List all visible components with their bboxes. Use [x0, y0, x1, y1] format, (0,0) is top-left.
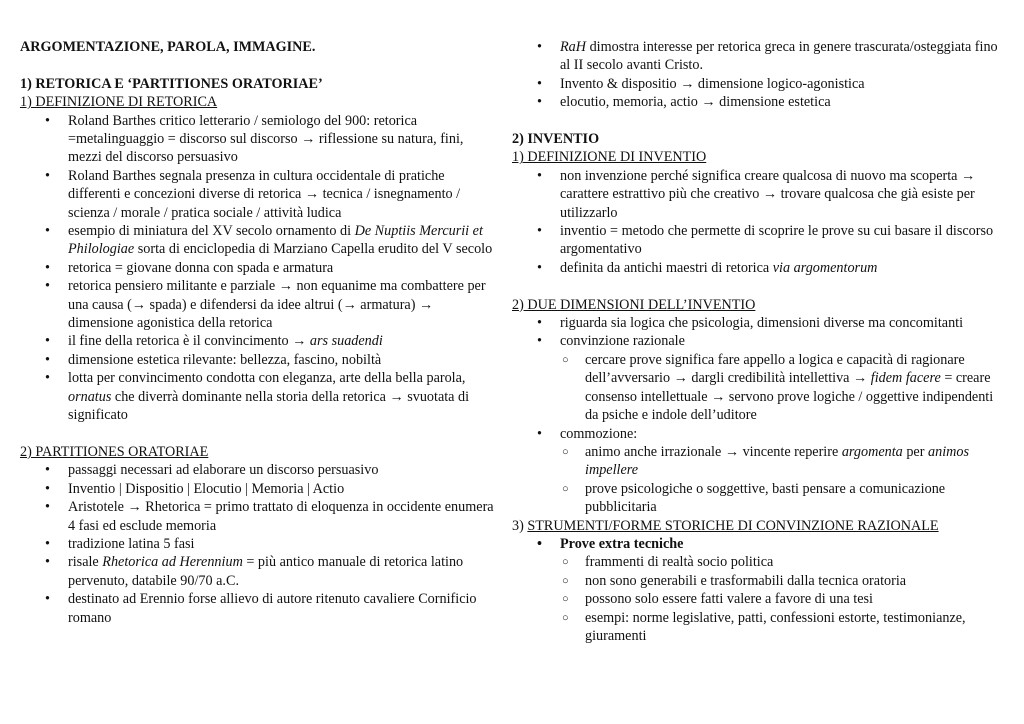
list-item: • esempio di miniatura del XV secolo ornamento di De Nuptiis Mercurii et Philologiae sorta di enciclopedia di Marziano Capella erudito del V secolo: [20, 222, 498, 259]
list-item: • inventio = metodo che permette di scoprire le prove su cui basare il discorso argomentativo: [512, 222, 1010, 259]
sub-list-item: ○ animo anche irrazionale → vincente reperire argomenta per animos impellere: [512, 443, 1010, 480]
list-item: • non invenzione perché significa creare qualcosa di nuovo ma scoperta → carattere estrattivo più che creativo → trovare qualcosa che già esiste per utilizzarlo: [512, 167, 1010, 222]
list-item: • retorica pensiero militante e parziale → non equanime ma combattere per una causa (→ spada) e difendersi da idee altrui (→ armatura) → dimensione agonistica della retorica: [20, 277, 498, 332]
sub-list-item: ○ esempi: norme legislative, patti, confessioni estorte, testimonianze, giuramenti: [512, 609, 1010, 646]
list-item: • risale Rhetorica ad Herennium = più antico manuale di retorica latino pervenuto, databile 90/70 a.C.: [20, 553, 498, 590]
list-item: • convinzione razionale: [512, 332, 1010, 350]
bullet-list-partitiones: [20, 461, 498, 627]
sub-list-item: ○ cercare prove significa fare appello a logica e capacità di ragionare dell’avversario → dargli credibilità intellettiva → fidem facere = creare consenso intellettuale → servono prove logiche / oggettive indipendenti da psiche e indole dell’uditore: [512, 351, 1010, 425]
list-item: • Invento & dispositio → dimensione logico-agonistica: [512, 75, 1010, 93]
list-item: • Aristotele → Rhetorica = primo trattato di eloquenza in occidente enumera 4 fasi ed esclude memoria: [20, 498, 498, 535]
bullet-list-definizione-inventio: [512, 167, 1010, 277]
list-item: • lotta per convincimento condotta con eleganza, arte della bella parola, ornatus che diverrà dominante nella storia della retorica → svuotata di significato: [20, 369, 498, 424]
bullet-list-continuation: [512, 38, 1010, 112]
subheading-definizione-inventio: 1) DEFINIZIONE DI INVENTIO: [512, 149, 707, 166]
section-heading-retorica: 1) RETORICA E ‘PARTITIONES ORATORIAE’: [20, 75, 323, 92]
subheading-due-dimensioni: 2) DUE DIMENSIONI DELL’INVENTIO: [512, 296, 756, 313]
list-item: • Roland Barthes segnala presenza in cultura occidentale di pratiche differenti e concezioni diverse di retorica → tecnica / isnegnamento / scienza / morale / pratica sociale / attività ludica: [20, 167, 498, 222]
bullet-list-strumenti: [512, 535, 1010, 645]
bullet-list-due-dimensioni: [512, 314, 1010, 516]
sub-list-item: ○ frammenti di realtà socio politica: [512, 553, 1010, 571]
list-item: • passaggi necessari ad elaborare un discorso persuasivo: [20, 461, 498, 479]
list-item: • Inventio | Dispositio | Elocutio | Memoria | Actio: [20, 480, 498, 498]
section-heading-inventio: 2) INVENTIO: [512, 131, 600, 148]
list-item: • RaH dimostra interesse per retorica greca in genere trascurata/osteggiata fino al II secolo avanti Cristo.: [512, 38, 1010, 75]
subheading-strumenti: 3) STRUMENTI/FORME STORICHE DI CONVINZIONE RAZIONALE: [512, 517, 939, 534]
right-column: [512, 38, 1010, 645]
list-item: • destinato ad Erennio forse allievo di autore ritenuto cavaliere Cornificio romano: [20, 590, 498, 627]
bullet-list-definizione: [20, 112, 498, 425]
list-item: • tradizione latina 5 fasi: [20, 535, 498, 553]
list-item: • dimensione estetica rilevante: bellezza, fascino, nobiltà: [20, 351, 498, 369]
left-column: [20, 38, 498, 627]
list-item: • riguarda sia logica che psicologia, dimensioni diverse ma concomitanti: [512, 314, 1010, 332]
document-title: ARGOMENTAZIONE, PAROLA, IMMAGINE.: [20, 39, 316, 55]
list-item: • elocutio, memoria, actio → dimensione estetica: [512, 93, 1010, 111]
list-item: • il fine della retorica è il convincimento → ars suadendi: [20, 332, 498, 350]
sub-list-item: ○ prove psicologiche o soggettive, basti pensare a comunicazione pubblicitaria: [512, 480, 1010, 517]
sub-list-item: ○ non sono generabili e trasformabili dalla tecnica oratoria: [512, 572, 1010, 590]
list-item: • commozione:: [512, 425, 1010, 443]
sub-list-item: ○ possono solo essere fatti valere a favore di una tesi: [512, 590, 1010, 608]
subheading-definizione-retorica: 1) DEFINIZIONE DI RETORICA: [20, 94, 218, 111]
list-item: • Prove extra tecniche: [512, 535, 1010, 553]
subheading-partitiones: 2) PARTITIONES ORATORIAE: [20, 443, 209, 460]
list-item: • definita da antichi maestri di retorica via argomentorum: [512, 259, 1010, 277]
list-item: • Roland Barthes critico letterario / semiologo del 900: retorica =metalinguaggio = discorso sul discorso → riflessione su natura, fini, mezzi del discorso persuasivo: [20, 112, 498, 167]
list-item: • retorica = giovane donna con spada e armatura: [20, 259, 498, 277]
